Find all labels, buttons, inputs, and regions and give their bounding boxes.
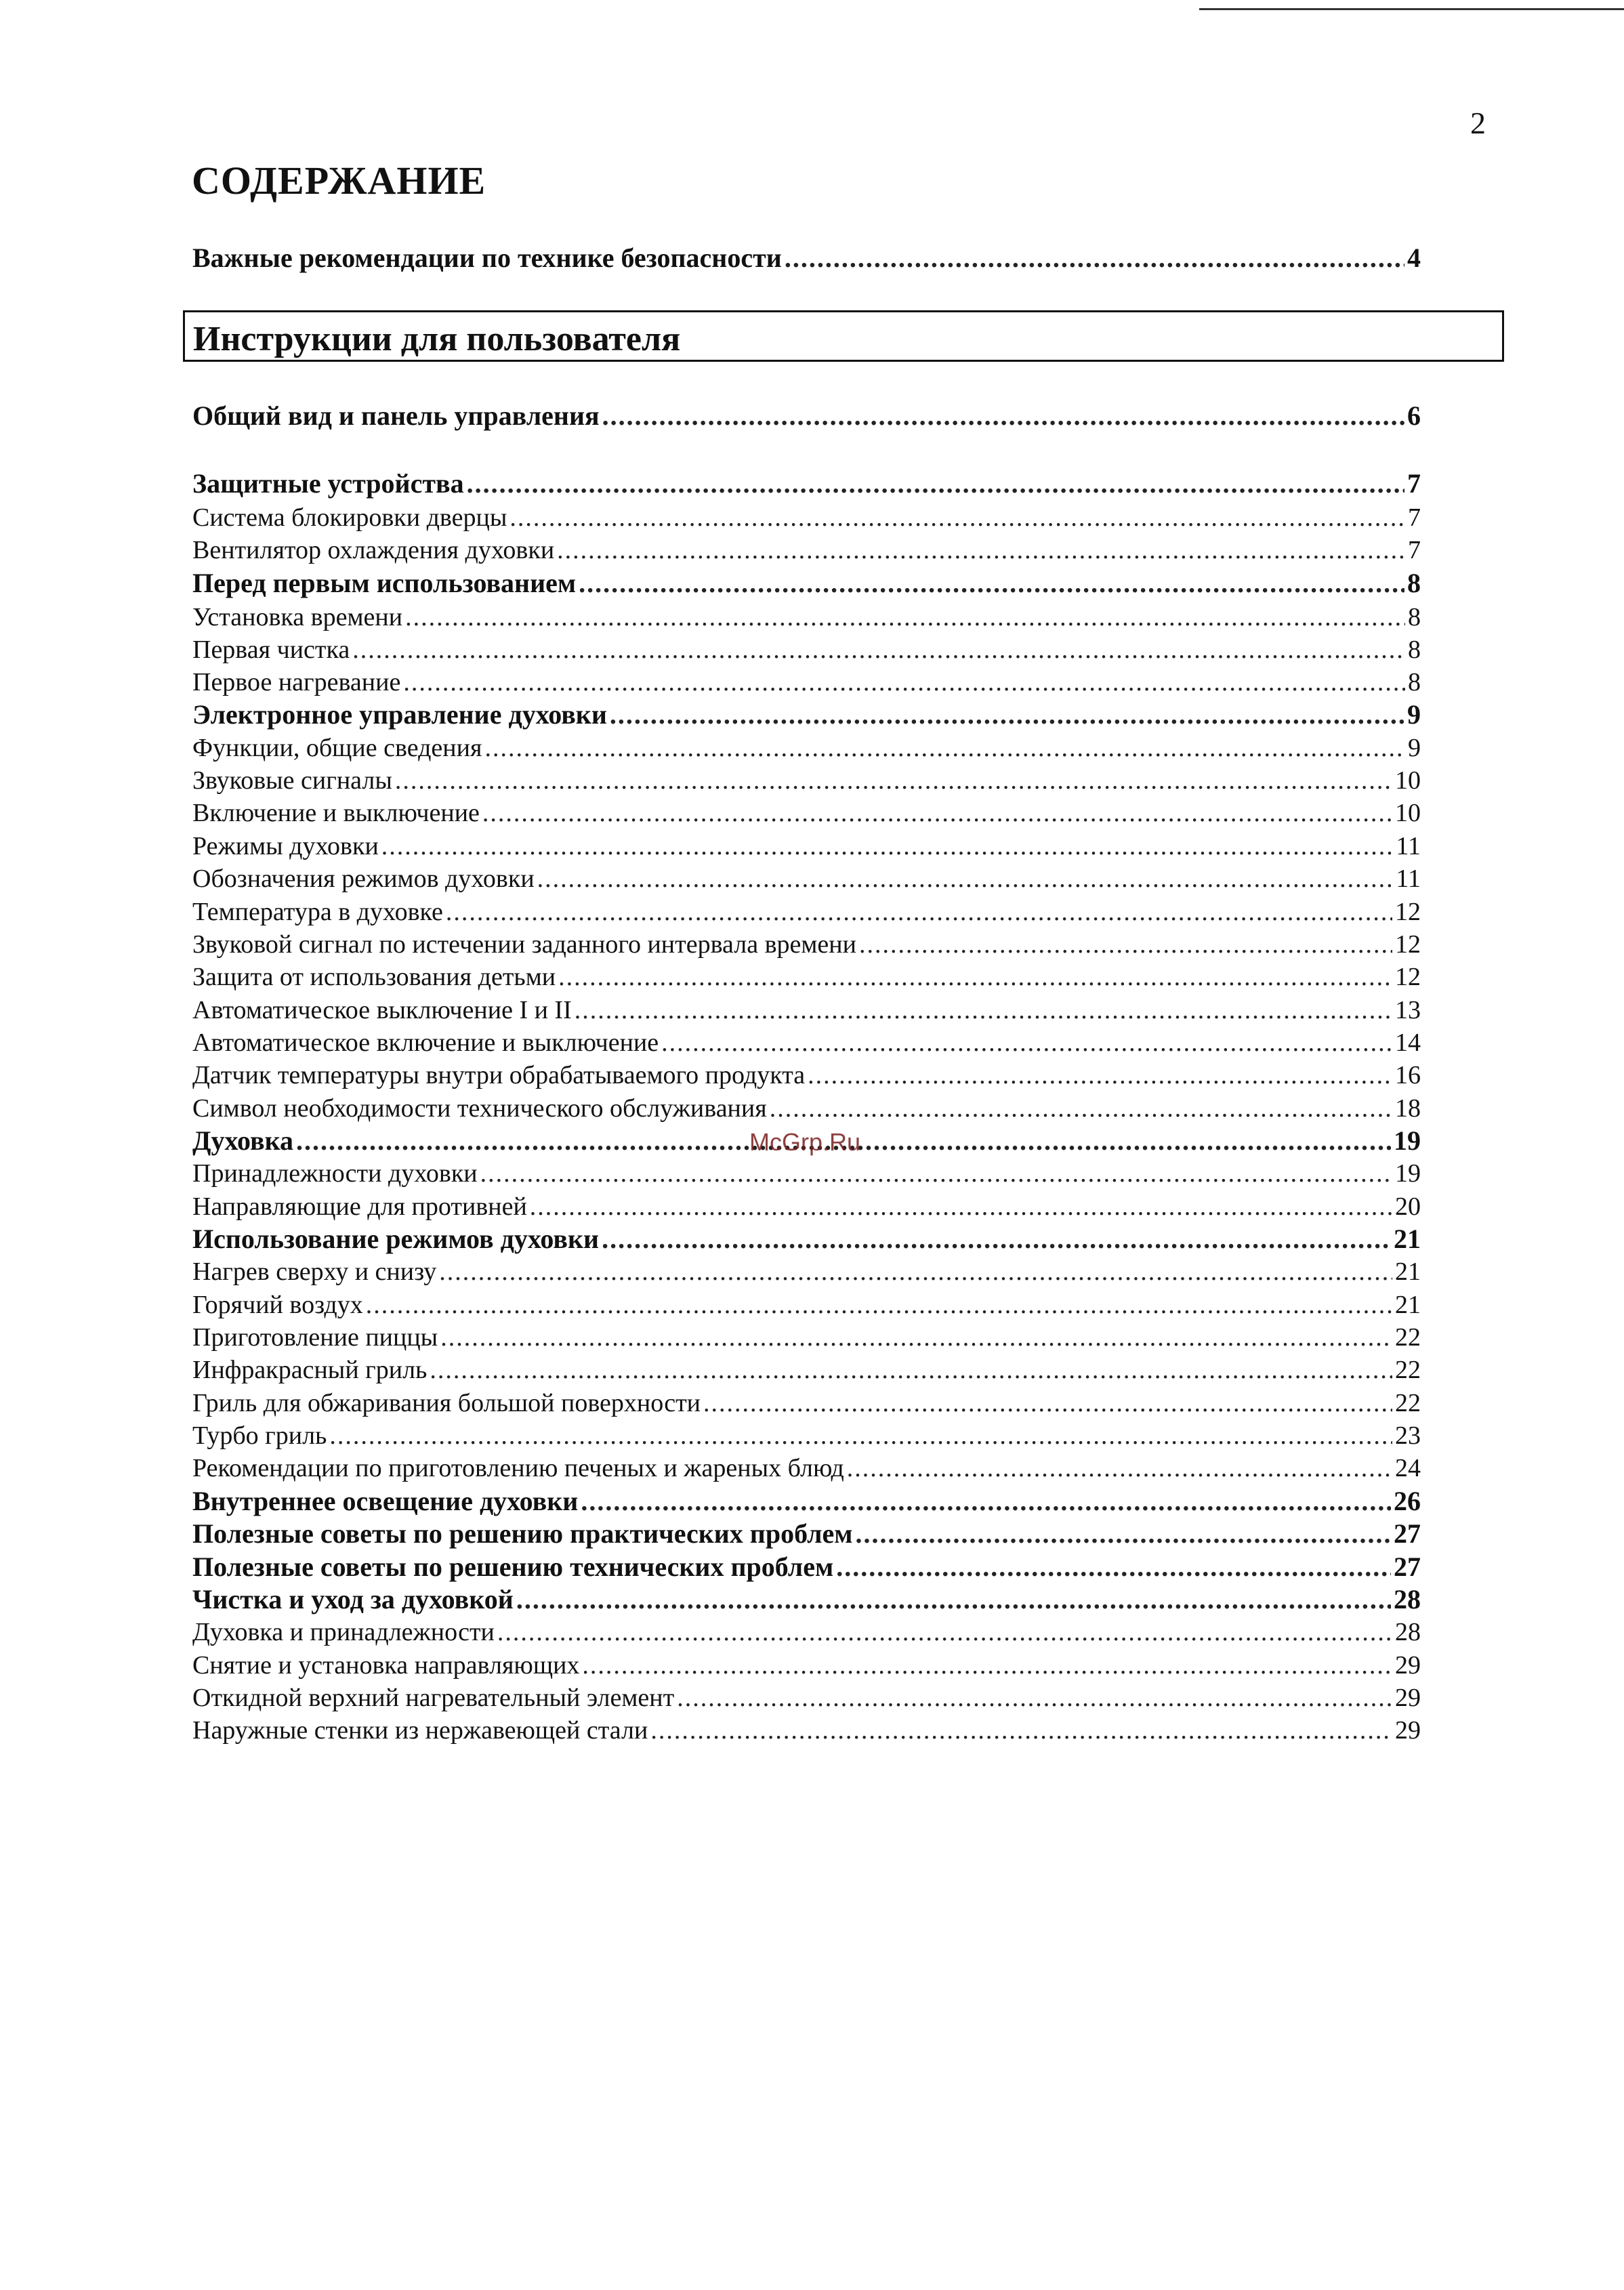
toc-entry-text: Внутреннее освещение духовки: [192, 1486, 579, 1516]
toc-entry-page: 12: [1395, 898, 1421, 926]
toc-entry[interactable]: [192, 1289, 1421, 1321]
toc-entry[interactable]: [192, 797, 1421, 829]
toc-entry-text: Горячий воздух: [192, 1291, 363, 1319]
toc-entry-page: 21: [1394, 1224, 1421, 1254]
toc-entry-page: 12: [1395, 963, 1421, 991]
toc-leader-dots: [856, 1518, 1391, 1550]
toc-entry-text: Электронное управление духовки: [192, 699, 607, 730]
toc-entry-text: Духовка и принадлежности: [192, 1618, 495, 1646]
toc-entry-page: 27: [1394, 1518, 1421, 1549]
toc-entry-page: 14: [1395, 1028, 1421, 1057]
toc-entry-page: 8: [1408, 603, 1421, 631]
toc-entry-page: 10: [1395, 799, 1421, 827]
toc-entry-page: 24: [1395, 1454, 1421, 1482]
toc-entry-text: Температура в духовке: [192, 898, 443, 926]
toc-leader-dots: [785, 242, 1404, 274]
toc-entry[interactable]: [192, 1059, 1421, 1091]
toc-entry-text: Перед первым использованием: [192, 568, 577, 598]
toc-entry[interactable]: [192, 1190, 1421, 1223]
toc-leader-dots: [770, 1092, 1392, 1125]
toc-entry[interactable]: [192, 1387, 1421, 1419]
toc-entry-text: Гриль для обжаривания большой поверхности: [192, 1389, 701, 1417]
toc-leader-dots: [650, 1714, 1392, 1747]
toc-leader-dots: [602, 1223, 1391, 1255]
toc-leader-dots: [530, 1190, 1392, 1223]
toc-entry[interactable]: [192, 501, 1421, 534]
toc-entry[interactable]: [192, 666, 1421, 699]
toc-entry[interactable]: [192, 1321, 1421, 1354]
toc-leader-dots: [575, 994, 1392, 1026]
toc-entry-text: Чистка и уход за духовкой: [192, 1584, 514, 1615]
toc-entry-page: 4: [1407, 243, 1421, 273]
section-heading-box: [183, 310, 1504, 362]
toc-leader-dots: [516, 1583, 1391, 1616]
toc-entry-page: 19: [1395, 1159, 1421, 1188]
toc-leader-dots: [537, 862, 1394, 895]
toc-entry[interactable]: [192, 1223, 1421, 1255]
toc-entry-text: Обозначения режимов духовки: [192, 865, 535, 893]
toc-entry[interactable]: [192, 1157, 1421, 1190]
toc-entry[interactable]: [192, 732, 1421, 764]
toc-entry-page: 28: [1394, 1584, 1421, 1615]
toc-entry-page: 11: [1396, 865, 1421, 893]
toc-leader-dots: [366, 1289, 1392, 1321]
toc-entry[interactable]: [192, 961, 1421, 993]
toc-entry[interactable]: [192, 1255, 1421, 1288]
toc-entry-page: 8: [1407, 568, 1421, 598]
toc-leader-dots: [602, 400, 1404, 432]
toc-entry-text: Датчик температуры внутри обрабатываемого продукта: [192, 1061, 806, 1089]
toc-entry[interactable]: [192, 764, 1421, 797]
toc-entry-page: 29: [1395, 1716, 1421, 1745]
toc-entry-text: Полезные советы по решению практических проблем: [192, 1518, 853, 1549]
toc-leader-dots: [352, 633, 1405, 666]
toc-leader-dots: [661, 1026, 1392, 1059]
toc-entry-text: Первое нагревание: [192, 668, 401, 696]
toc-leader-dots: [497, 1616, 1392, 1648]
toc-entry-page: 7: [1408, 503, 1421, 532]
toc-entry-page: 12: [1395, 930, 1421, 959]
toc-entry-page: 8: [1408, 668, 1421, 696]
toc-entry-text: Рекомендации по приготовлению печеных и жареных блюд: [192, 1454, 844, 1482]
toc-leader-dots: [446, 896, 1392, 928]
toc-entry-text: Функции, общие сведения: [192, 734, 482, 762]
toc-entry[interactable]: [192, 633, 1421, 666]
toc-entry-text: Инфракрасный гриль: [192, 1356, 428, 1384]
toc-entry[interactable]: [192, 1485, 1421, 1518]
toc-entry-text: Направляющие для противней: [192, 1192, 527, 1221]
toc-leader-dots: [610, 699, 1404, 731]
toc-entry-page: 9: [1407, 699, 1421, 730]
toc-entry-page: 23: [1395, 1421, 1421, 1450]
toc-entry-page: 26: [1394, 1486, 1421, 1516]
toc-entry[interactable]: [192, 467, 1421, 500]
toc-entry-page: 29: [1395, 1684, 1421, 1712]
toc-entry-page: 8: [1408, 636, 1421, 664]
page-title: СОДЕРЖАНИЕ: [192, 159, 486, 203]
toc-leader-dots: [509, 501, 1405, 534]
page-number: 2: [1470, 106, 1486, 140]
scan-edge-line: [1199, 8, 1624, 10]
toc-leader-dots: [703, 1387, 1392, 1419]
toc-entry-text: Использование режимов духовки: [192, 1224, 600, 1254]
toc-entry[interactable]: [192, 1616, 1421, 1648]
toc-entry-text: Полезные советы по решению технических проблем: [192, 1552, 834, 1582]
toc-entry[interactable]: [192, 534, 1421, 566]
toc-leader-dots: [484, 732, 1405, 764]
toc-entry[interactable]: [192, 699, 1421, 731]
toc-entry-text: Первая чистка: [192, 636, 350, 664]
toc-entry-text: Наружные стенки из нержавеющей стали: [192, 1716, 648, 1745]
toc-entry-page: 9: [1408, 734, 1421, 762]
toc-leader-dots: [579, 567, 1404, 600]
toc-leader-dots: [847, 1452, 1392, 1484]
toc-entry-text: Общий вид и панель управления: [192, 400, 600, 431]
toc-entry-page: 22: [1395, 1356, 1421, 1384]
toc-entry-text: Звуковые сигналы: [192, 766, 392, 795]
toc-entry-page: 10: [1395, 766, 1421, 795]
toc-entry-page: 21: [1395, 1291, 1421, 1319]
toc-leader-dots: [808, 1059, 1392, 1091]
toc-entry-text: Принадлежности духовки: [192, 1159, 478, 1188]
toc-leader-dots: [395, 764, 1392, 797]
toc-entry[interactable]: [192, 994, 1421, 1026]
toc-entry-text: Звуковой сигнал по истечении заданного интервала времени: [192, 930, 856, 959]
toc-leader-dots: [482, 797, 1392, 829]
toc-entry-text: Установка времени: [192, 603, 403, 631]
toc-leader-dots: [859, 928, 1392, 961]
toc-entry-page: 6: [1407, 400, 1421, 431]
toc-entry-page: 13: [1395, 996, 1421, 1024]
toc-entry-text: Защита от использования детьми: [192, 963, 556, 991]
toc-entry-page: 28: [1395, 1618, 1421, 1646]
toc-entry[interactable]: [192, 928, 1421, 961]
toc-entry[interactable]: [192, 896, 1421, 928]
toc-leader-dots: [440, 1321, 1392, 1354]
toc-entry-page: 22: [1395, 1389, 1421, 1417]
toc-entry-page: 7: [1407, 468, 1421, 499]
toc-entry[interactable]: [192, 862, 1421, 895]
toc-entry-page: 21: [1395, 1257, 1421, 1286]
toc-entry-text: Защитные устройства: [192, 468, 464, 499]
toc-entry-page: 18: [1395, 1094, 1421, 1123]
toc-entry-text: Нагрев сверху и снизу: [192, 1257, 437, 1286]
toc-entry-text: Система блокировки дверцы: [192, 503, 507, 532]
toc-entry-text: Включение и выключение: [192, 799, 480, 827]
toc-entry[interactable]: [192, 601, 1421, 633]
watermark: McGrp.Ru: [749, 1128, 861, 1156]
toc-leader-dots: [430, 1354, 1392, 1386]
toc-entry-text: Снятие и установка направляющих: [192, 1651, 580, 1680]
toc-entry[interactable]: [192, 1682, 1421, 1714]
toc-entry-page: 29: [1395, 1651, 1421, 1680]
toc-entry[interactable]: [192, 1551, 1421, 1583]
toc-leader-dots: [381, 830, 1394, 862]
toc-entry-text: Турбо гриль: [192, 1421, 327, 1450]
toc-entry-page: 16: [1395, 1061, 1421, 1089]
toc-leader-dots: [467, 467, 1404, 500]
toc-entry-page: 11: [1396, 832, 1421, 860]
toc-leader-dots: [582, 1649, 1392, 1682]
toc-entry[interactable]: [192, 1583, 1421, 1616]
toc-leader-dots: [439, 1255, 1392, 1288]
toc-leader-dots: [403, 666, 1405, 699]
toc-leader-dots: [836, 1551, 1391, 1583]
toc-entry[interactable]: [192, 1649, 1421, 1682]
toc-entry-page: 20: [1395, 1192, 1421, 1221]
toc-entry[interactable]: [192, 1419, 1421, 1452]
toc-entry[interactable]: [192, 1354, 1421, 1386]
toc-leader-dots: [329, 1419, 1392, 1452]
toc-entry[interactable]: [192, 1092, 1421, 1125]
toc-entry-intro[interactable]: [192, 242, 1421, 274]
toc-entry-page: 19: [1394, 1125, 1421, 1156]
toc-entry-text: Автоматическое включение и выключение: [192, 1028, 659, 1057]
toc-entry[interactable]: [192, 830, 1421, 862]
toc-leader-dots: [557, 534, 1405, 566]
toc-entry-text: Вентилятор охлаждения духовки: [192, 536, 555, 564]
toc-entry-page: 7: [1408, 536, 1421, 564]
section-heading: Инструкции для пользователя: [193, 320, 681, 358]
toc-entry-text: Автоматическое выключение I и II: [192, 996, 572, 1024]
toc-entry-page: 22: [1395, 1323, 1421, 1352]
toc-leader-dots: [558, 961, 1392, 993]
toc-entry-text: Режимы духовки: [192, 832, 379, 860]
toc-leader-dots: [480, 1157, 1392, 1190]
toc-entry[interactable]: [192, 567, 1421, 600]
toc-entry-text: Духовка: [192, 1125, 294, 1156]
toc-entry[interactable]: [192, 1026, 1421, 1059]
toc-leader-dots: [677, 1682, 1392, 1714]
toc-leader-dots: [581, 1485, 1391, 1518]
toc-entry-text: Откидной верхний нагревательный элемент: [192, 1684, 675, 1712]
toc-entry-text: Символ необходимости технического обслуживания: [192, 1094, 767, 1123]
toc-entry[interactable]: [192, 1518, 1421, 1550]
toc-entry[interactable]: [192, 400, 1421, 432]
toc-leader-dots: [405, 601, 1405, 633]
toc-entry-text: Приготовление пиццы: [192, 1323, 438, 1352]
toc-entry-page: 27: [1394, 1552, 1421, 1582]
toc-entry-text: Важные рекомендации по технике безопасности: [192, 243, 782, 273]
toc-entry[interactable]: [192, 1452, 1421, 1484]
toc-entry[interactable]: [192, 1714, 1421, 1747]
